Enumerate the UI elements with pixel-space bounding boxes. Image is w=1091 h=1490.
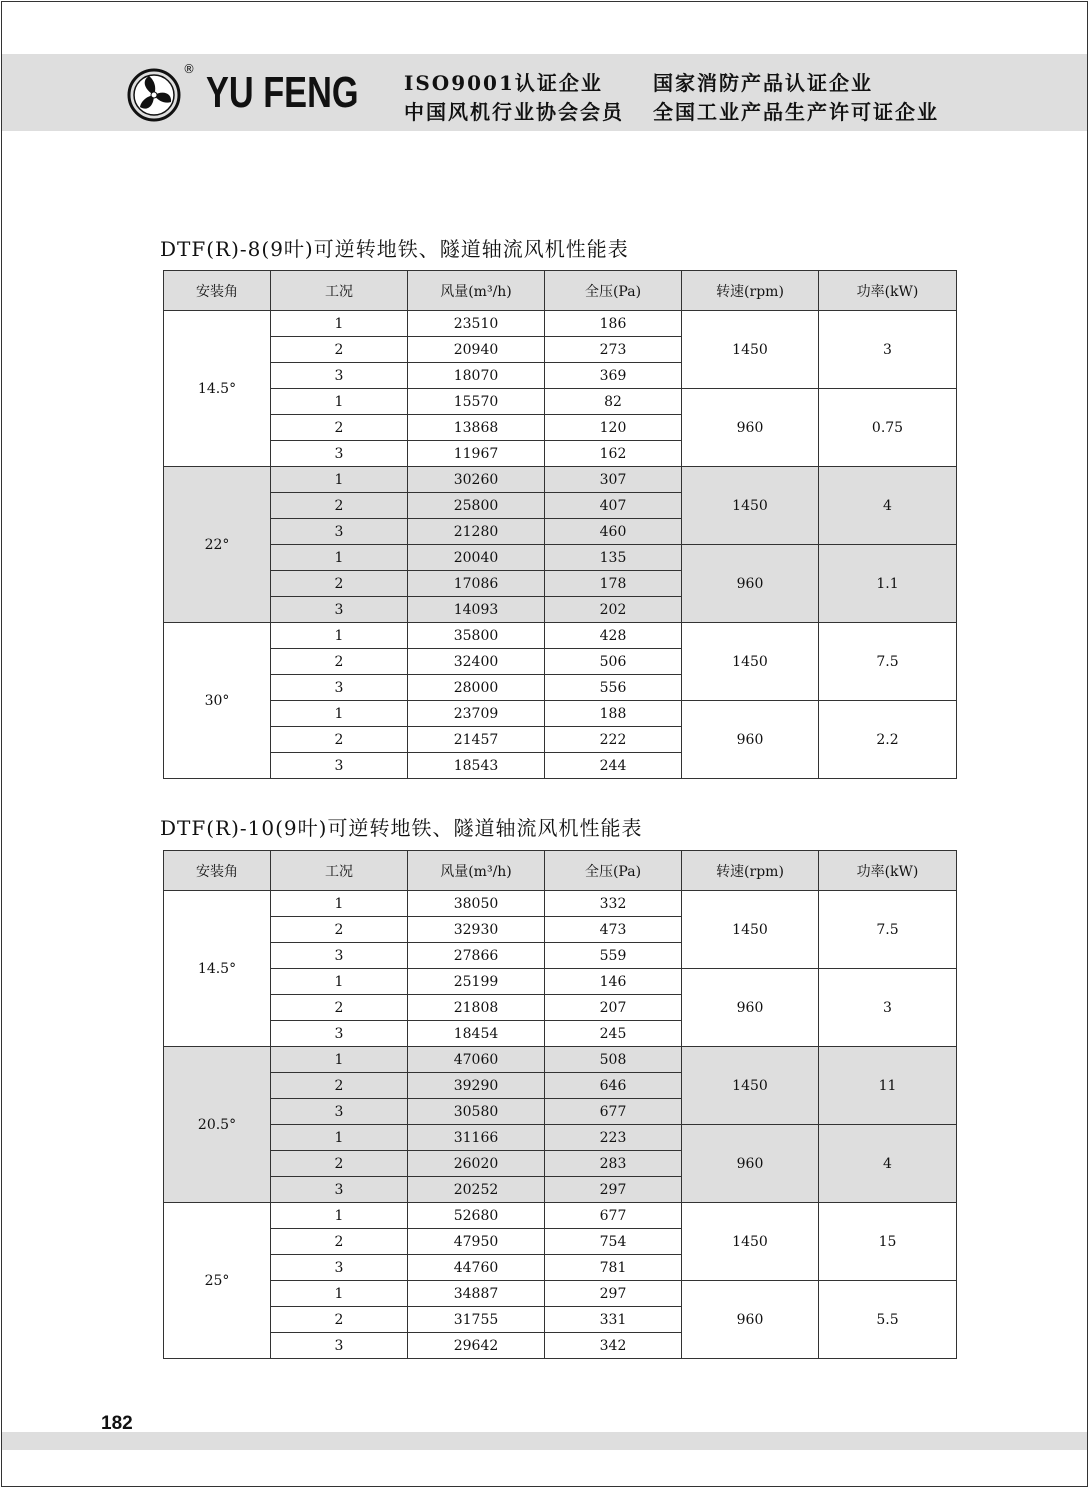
table-row [164,389,957,415]
table-row [164,1203,957,1229]
condition-cell: 2 [271,1307,408,1333]
condition-cell: 1 [271,1047,408,1073]
airflow-cell: 11967 [408,441,545,467]
pressure-cell: 677 [545,1099,682,1125]
condition-cell: 3 [271,519,408,545]
table-row [164,1047,957,1073]
speed-cell: 960 [682,545,819,623]
airflow-cell: 44760 [408,1255,545,1281]
pressure-cell: 82 [545,389,682,415]
angle-cell: 14.5° [164,891,271,1047]
pressure-cell: 428 [545,623,682,649]
condition-cell: 1 [271,389,408,415]
speed-cell: 960 [682,389,819,467]
condition-cell: 2 [271,727,408,753]
condition-cell: 2 [271,1229,408,1255]
column-header: 工况 [271,851,408,891]
column-header: 工况 [271,271,408,311]
angle-cell: 14.5° [164,311,271,467]
airflow-cell: 27866 [408,943,545,969]
condition-cell: 1 [271,969,408,995]
angle-cell: 25° [164,1203,271,1359]
airflow-cell: 18070 [408,363,545,389]
pressure-cell: 245 [545,1021,682,1047]
airflow-cell: 35800 [408,623,545,649]
condition-cell: 1 [271,623,408,649]
table-row [164,467,957,493]
airflow-cell: 18454 [408,1021,545,1047]
speed-cell: 1450 [682,311,819,389]
pressure-cell: 754 [545,1229,682,1255]
cert-iso: ISO9001认证企业 [404,71,603,95]
pressure-cell: 135 [545,545,682,571]
airflow-cell: 20940 [408,337,545,363]
condition-cell: 1 [271,701,408,727]
airflow-cell: 20040 [408,545,545,571]
condition-cell: 3 [271,753,408,779]
pressure-cell: 146 [545,969,682,995]
pressure-cell: 506 [545,649,682,675]
performance-table [163,270,957,779]
table-row [164,623,957,649]
power-cell: 4 [819,1125,957,1203]
airflow-cell: 23709 [408,701,545,727]
power-cell: 11 [819,1047,957,1125]
pressure-cell: 273 [545,337,682,363]
airflow-cell: 29642 [408,1333,545,1359]
pressure-cell: 178 [545,571,682,597]
pressure-cell: 162 [545,441,682,467]
column-header: 安装角 [164,271,271,311]
pressure-cell: 559 [545,943,682,969]
airflow-cell: 18543 [408,753,545,779]
condition-cell: 2 [271,415,408,441]
speed-cell: 960 [682,701,819,779]
condition-cell: 3 [271,1255,408,1281]
airflow-cell: 28000 [408,675,545,701]
speed-cell: 1450 [682,1047,819,1125]
table-title: DTF(R)-8(9叶)可逆转地铁、隧道轴流风机性能表 [160,237,629,261]
condition-cell: 1 [271,1203,408,1229]
pressure-cell: 473 [545,917,682,943]
airflow-cell: 52680 [408,1203,545,1229]
table-title: DTF(R)-10(9叶)可逆转地铁、隧道轴流风机性能表 [160,816,643,840]
condition-cell: 1 [271,467,408,493]
page-number: 182 [101,1413,133,1434]
column-header: 风量(m³/h) [408,851,545,891]
table-row [164,969,957,995]
cert-association: 中国风机行业协会会员 [404,100,624,124]
airflow-cell: 39290 [408,1073,545,1099]
pressure-cell: 460 [545,519,682,545]
power-cell: 4 [819,467,957,545]
registered-mark: ® [183,62,195,76]
airflow-cell: 31166 [408,1125,545,1151]
pressure-cell: 297 [545,1281,682,1307]
pressure-cell: 222 [545,727,682,753]
airflow-cell: 25800 [408,493,545,519]
power-cell: 5.5 [819,1281,957,1359]
airflow-cell: 31755 [408,1307,545,1333]
airflow-cell: 26020 [408,1151,545,1177]
column-header: 全压(Pa) [545,271,682,311]
power-cell: 3 [819,311,957,389]
pressure-cell: 407 [545,493,682,519]
column-header: 功率(kW) [819,851,957,891]
condition-cell: 1 [271,311,408,337]
pressure-cell: 331 [545,1307,682,1333]
pressure-cell: 781 [545,1255,682,1281]
condition-cell: 2 [271,995,408,1021]
condition-cell: 1 [271,891,408,917]
airflow-cell: 15570 [408,389,545,415]
pressure-cell: 556 [545,675,682,701]
airflow-cell: 30260 [408,467,545,493]
condition-cell: 3 [271,1177,408,1203]
power-cell: 3 [819,969,957,1047]
column-header: 安装角 [164,851,271,891]
airflow-cell: 13868 [408,415,545,441]
speed-cell: 960 [682,1125,819,1203]
airflow-cell: 20252 [408,1177,545,1203]
pressure-cell: 244 [545,753,682,779]
speed-cell: 960 [682,969,819,1047]
pressure-cell: 202 [545,597,682,623]
condition-cell: 2 [271,493,408,519]
pressure-cell: 307 [545,467,682,493]
pressure-cell: 120 [545,415,682,441]
pressure-cell: 332 [545,891,682,917]
speed-cell: 1450 [682,891,819,969]
airflow-cell: 32400 [408,649,545,675]
pressure-cell: 508 [545,1047,682,1073]
power-cell: 15 [819,1203,957,1281]
pressure-cell: 186 [545,311,682,337]
condition-cell: 1 [271,1281,408,1307]
pressure-cell: 677 [545,1203,682,1229]
condition-cell: 3 [271,363,408,389]
airflow-cell: 30580 [408,1099,545,1125]
pressure-cell: 369 [545,363,682,389]
pressure-cell: 297 [545,1177,682,1203]
column-header: 全压(Pa) [545,851,682,891]
airflow-cell: 47950 [408,1229,545,1255]
condition-cell: 3 [271,597,408,623]
speed-cell: 1450 [682,623,819,701]
power-cell: 7.5 [819,623,957,701]
pressure-cell: 223 [545,1125,682,1151]
condition-cell: 2 [271,337,408,363]
pressure-cell: 342 [545,1333,682,1359]
table-row [164,1125,957,1151]
table-row [164,545,957,571]
column-header: 转速(rpm) [682,271,819,311]
airflow-cell: 14093 [408,597,545,623]
angle-cell: 22° [164,467,271,623]
airflow-cell: 34887 [408,1281,545,1307]
power-cell: 2.2 [819,701,957,779]
airflow-cell: 21808 [408,995,545,1021]
cert-license: 全国工业产品生产许可证企业 [653,100,939,124]
condition-cell: 1 [271,545,408,571]
pressure-cell: 283 [545,1151,682,1177]
table-row [164,311,957,337]
airflow-cell: 21457 [408,727,545,753]
airflow-cell: 17086 [408,571,545,597]
airflow-cell: 23510 [408,311,545,337]
condition-cell: 3 [271,441,408,467]
power-cell: 7.5 [819,891,957,969]
pressure-cell: 646 [545,1073,682,1099]
condition-cell: 2 [271,917,408,943]
power-cell: 1.1 [819,545,957,623]
condition-cell: 2 [271,1073,408,1099]
speed-cell: 1450 [682,1203,819,1281]
speed-cell: 1450 [682,467,819,545]
airflow-cell: 21280 [408,519,545,545]
column-header: 功率(kW) [819,271,957,311]
condition-cell: 1 [271,1125,408,1151]
airflow-cell: 32930 [408,917,545,943]
condition-cell: 2 [271,571,408,597]
cert-fire: 国家消防产品认证企业 [653,71,873,95]
condition-cell: 3 [271,1099,408,1125]
condition-cell: 2 [271,1151,408,1177]
column-header: 转速(rpm) [682,851,819,891]
airflow-cell: 47060 [408,1047,545,1073]
condition-cell: 3 [271,1333,408,1359]
condition-cell: 3 [271,675,408,701]
footer-band [2,1432,1087,1450]
pressure-cell: 207 [545,995,682,1021]
angle-cell: 20.5° [164,1047,271,1203]
condition-cell: 3 [271,943,408,969]
table-row [164,701,957,727]
table-header-row [164,851,957,891]
angle-cell: 30° [164,623,271,779]
column-header: 风量(m³/h) [408,271,545,311]
condition-cell: 3 [271,1021,408,1047]
brand-name: YU FENG [206,68,359,117]
performance-table [163,850,957,1359]
table-row [164,1281,957,1307]
table-header-row [164,271,957,311]
table-row [164,891,957,917]
airflow-cell: 25199 [408,969,545,995]
power-cell: 0.75 [819,389,957,467]
pressure-cell: 188 [545,701,682,727]
yufeng-logo-icon [127,68,181,122]
airflow-cell: 38050 [408,891,545,917]
condition-cell: 2 [271,649,408,675]
speed-cell: 960 [682,1281,819,1359]
